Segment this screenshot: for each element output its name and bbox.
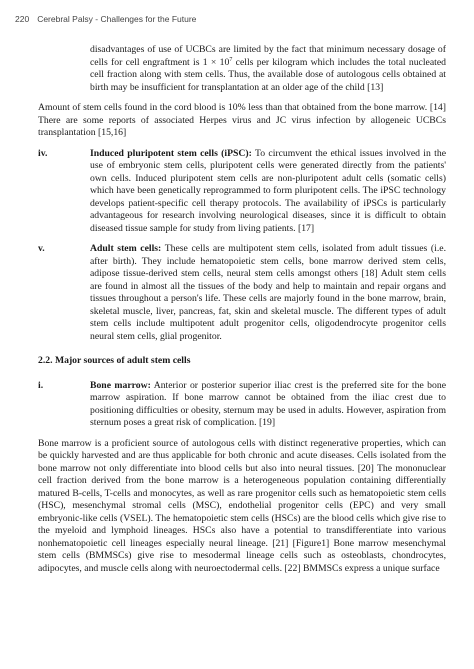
running-title: Cerebral Palsy - Challenges for the Future <box>37 14 197 24</box>
section-heading: 2.2. Major sources of adult stem cells <box>38 355 191 366</box>
list-label: v. <box>38 243 45 254</box>
term-adult-stem-cells: Adult stem cells: <box>90 243 162 254</box>
running-header <box>15 14 196 24</box>
list-label: i. <box>38 379 44 391</box>
list-item-ipsc: iv. Induced pluripotent stem cells (iPSC): To circumvent the ethical issues involved in the use of embryonic stem cells, pluripotent cells were generated directly from the patients' own cells. Induced pluripotent stem cells are non-pluripotent adult cells (somatic cells) which have been genetically reprogrammed to form pluripotent cells. The iPSC technology develops patient-specific cell therapy protocols. The availability of iPSCs is particularly advantageous for research involving neurological diseases, since it is difficult to obtain diseased tissue sample for study from living patients. [17] <box>38 147 446 234</box>
paragraph-ucbc-dosage: disadvantages of use of UCBCs are limited by the fact that minimum necessary dosage of cells for cell engraftment is $1 \times 10^7$ cells per kilogram which includes the total nucleated cell fraction along with stem cells. Thus, the available dose of autologous cells obtained at birth may be insufficient for transplantation at an older age of the child [13] <box>90 44 446 93</box>
list-item-bone-marrow: i. Bone marrow: Anterior or posterior superior iliac crest is the preferred site for the bone marrow aspiration. If bone marrow cannot be obtained from the iliac crest due to positioning difficulties or obesity, sternum may be used in adults. However, aspiration from sternum poses a great risk of complication. [19] <box>38 379 446 428</box>
term-bone-marrow: Bone marrow: <box>90 379 151 391</box>
page-body <box>38 44 446 575</box>
paragraph-cord-blood: Amount of stem cells found in the cord blood is 10% less than that obtained from the bone marrow. [14] There are some reports of associated Herpes virus and JC virus infection by allogeneic UCBCs transplantation [15,16] <box>38 102 446 138</box>
list-item-adult-stem-cells: v. Adult stem cells: These cells are multipotent stem cells, isolated from adult tissues (i.e. after birth). They include hematopoietic stem cells, bone marrow derived stem cells, adipose tissue-derived stem cells, neural stem cells amongst others [18] Adult stem cells are found in almost all the tissues of the body and help to maintain and repair organs and tissues throughout a person's life. These cells are majorly found in the bone marrow, brain, skeletal muscle, liver, pancreas, fat, skin and skeletal muscle. The different types of adult stem cells include multipotent adult progenitor cells, oligodendrocyte progenitor cells neural stem cells, glial progenitor. <box>38 243 446 342</box>
term-ipsc: Induced pluripotent stem cells (iPSC): <box>90 147 252 159</box>
list-label: iv. <box>38 147 48 159</box>
page-number: 220 <box>15 14 30 24</box>
paragraph-bone-marrow-source: Bone marrow is a proficient source of autologous cells with distinct regenerative properties, which can be quickly harvested and are thus applicable for both chronic and acute diseases. Cells isolated from the bone marrow not only differentiate into blood cells but also into neural tissues. [20] The mononuclear cell fraction derived from the bone marrow is a heterogeneous population containing differentially matured B-cells, T-cells and monocytes, as well as rare progenitor cells such as hematopoietic stem cells (HSC), mesenchymal stromal cells (MSC), endothelial progenitor cells (EPC) and very small embryonic-like cells (VSEL). The hematopoietic stem cells (HSCs) are the blood cells which give rise to the myeloid and lymphoid lineages. HSCs also have a potential to transdifferentiate into various nonhematopoietic cell lineages especially neural lineage. [21] [Figure1] Bone marrow mesenchymal stem cells (BMMSCs) give rise to mesodermal lineage cells such as osteoblasts, chondrocytes, adipocytes, and muscle cells along with neuroectodermal cells. [22] BMMSCs express a unique surface <box>38 437 446 574</box>
